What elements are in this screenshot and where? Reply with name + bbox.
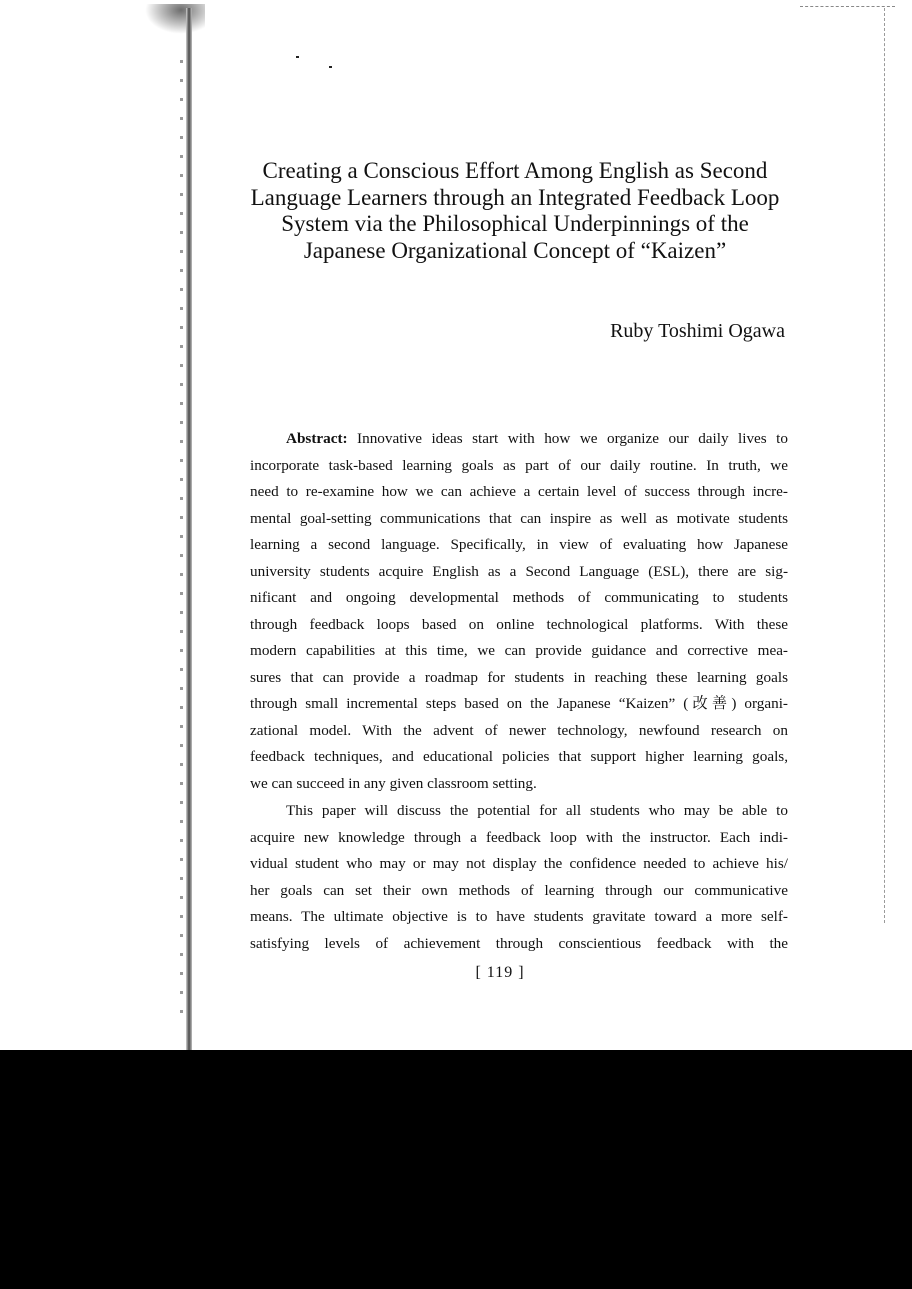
body-paragraph — [250, 798, 788, 957]
title-line: Japanese Organizational Concept of “Kaizen” — [303, 237, 727, 263]
scan-speck — [329, 66, 332, 68]
author-name: Ruby Toshimi Ogawa — [610, 320, 785, 342]
text-line-content: Innovative ideas start with how we organize our daily lives to — [347, 430, 788, 447]
text-line: zational model. With the advent of newer technology, newfound research on — [250, 721, 788, 739]
text-line: modern capabilities at this time, we can provide guidance and corrective mea- — [250, 642, 788, 659]
title-line: Creating a Conscious Effort Among English as Second — [262, 158, 768, 183]
text-line: nificant and ongoing developmental methods of communicating to students — [250, 589, 788, 606]
title-line: System via the Philosophical Underpinnings of the — [281, 211, 749, 236]
text-line: means. The ultimate objective is to have students gravitate toward a more self- — [250, 908, 788, 925]
text-line: satisfying levels of achievement through conscientious feedback with the — [250, 934, 788, 952]
scan-right-edge-mark — [884, 8, 885, 923]
body-text — [250, 426, 788, 958]
abstract-paragraph — [250, 426, 788, 797]
scan-top-edge-mark — [800, 6, 895, 7]
abstract-label: Abstract: — [286, 430, 348, 447]
text-line: incorporate task-based learning goals as part of our daily routine. In truth, we — [250, 456, 788, 474]
text-line: through small incremental steps based on the Japanese “Kaizen” (改善) organi- — [250, 695, 788, 712]
text-line: her goals can set their own methods of learning through our communicative — [250, 881, 788, 899]
text-line: we can succeed in any given classroom setting. — [250, 774, 537, 792]
scan-black-margin — [0, 1050, 912, 1289]
scan-speck — [296, 56, 299, 58]
text-line: acquire new knowledge through a feedback loop with the instructor. Each indi- — [250, 828, 788, 846]
text-line: sures that can provide a roadmap for students in reaching these learning goals — [250, 668, 788, 686]
scan-corner-smudge — [145, 4, 205, 34]
text-line: This paper will discuss the potential for all students who may be able to — [286, 802, 788, 819]
text-line — [250, 426, 788, 453]
text-line: mental goal-setting communications that can inspire as well as motivate students — [250, 509, 788, 527]
text-line: need to re-examine how we can achieve a certain level of success through incre- — [250, 483, 788, 500]
binding-gutter-shadow — [186, 8, 192, 1053]
text-line: feedback techniques, and educational policies that support higher learning goals, — [250, 748, 788, 765]
text-line: university students acquire English as a Second Language (ESL), there are sig- — [250, 562, 788, 580]
page-number: [ 119 ] — [475, 964, 525, 981]
text-line: through feedback loops based on online technological platforms. With these — [250, 615, 788, 633]
paper-title — [230, 158, 800, 264]
text-line: vidual student who may or may not display the confidence needed to achieve his/ — [250, 855, 788, 872]
title-line: Language Learners through an Integrated Feedback Loop — [250, 184, 780, 210]
binding-gutter-marks — [180, 60, 183, 1020]
text-line: learning a second language. Specifically, in view of evaluating how Japanese — [250, 536, 788, 553]
